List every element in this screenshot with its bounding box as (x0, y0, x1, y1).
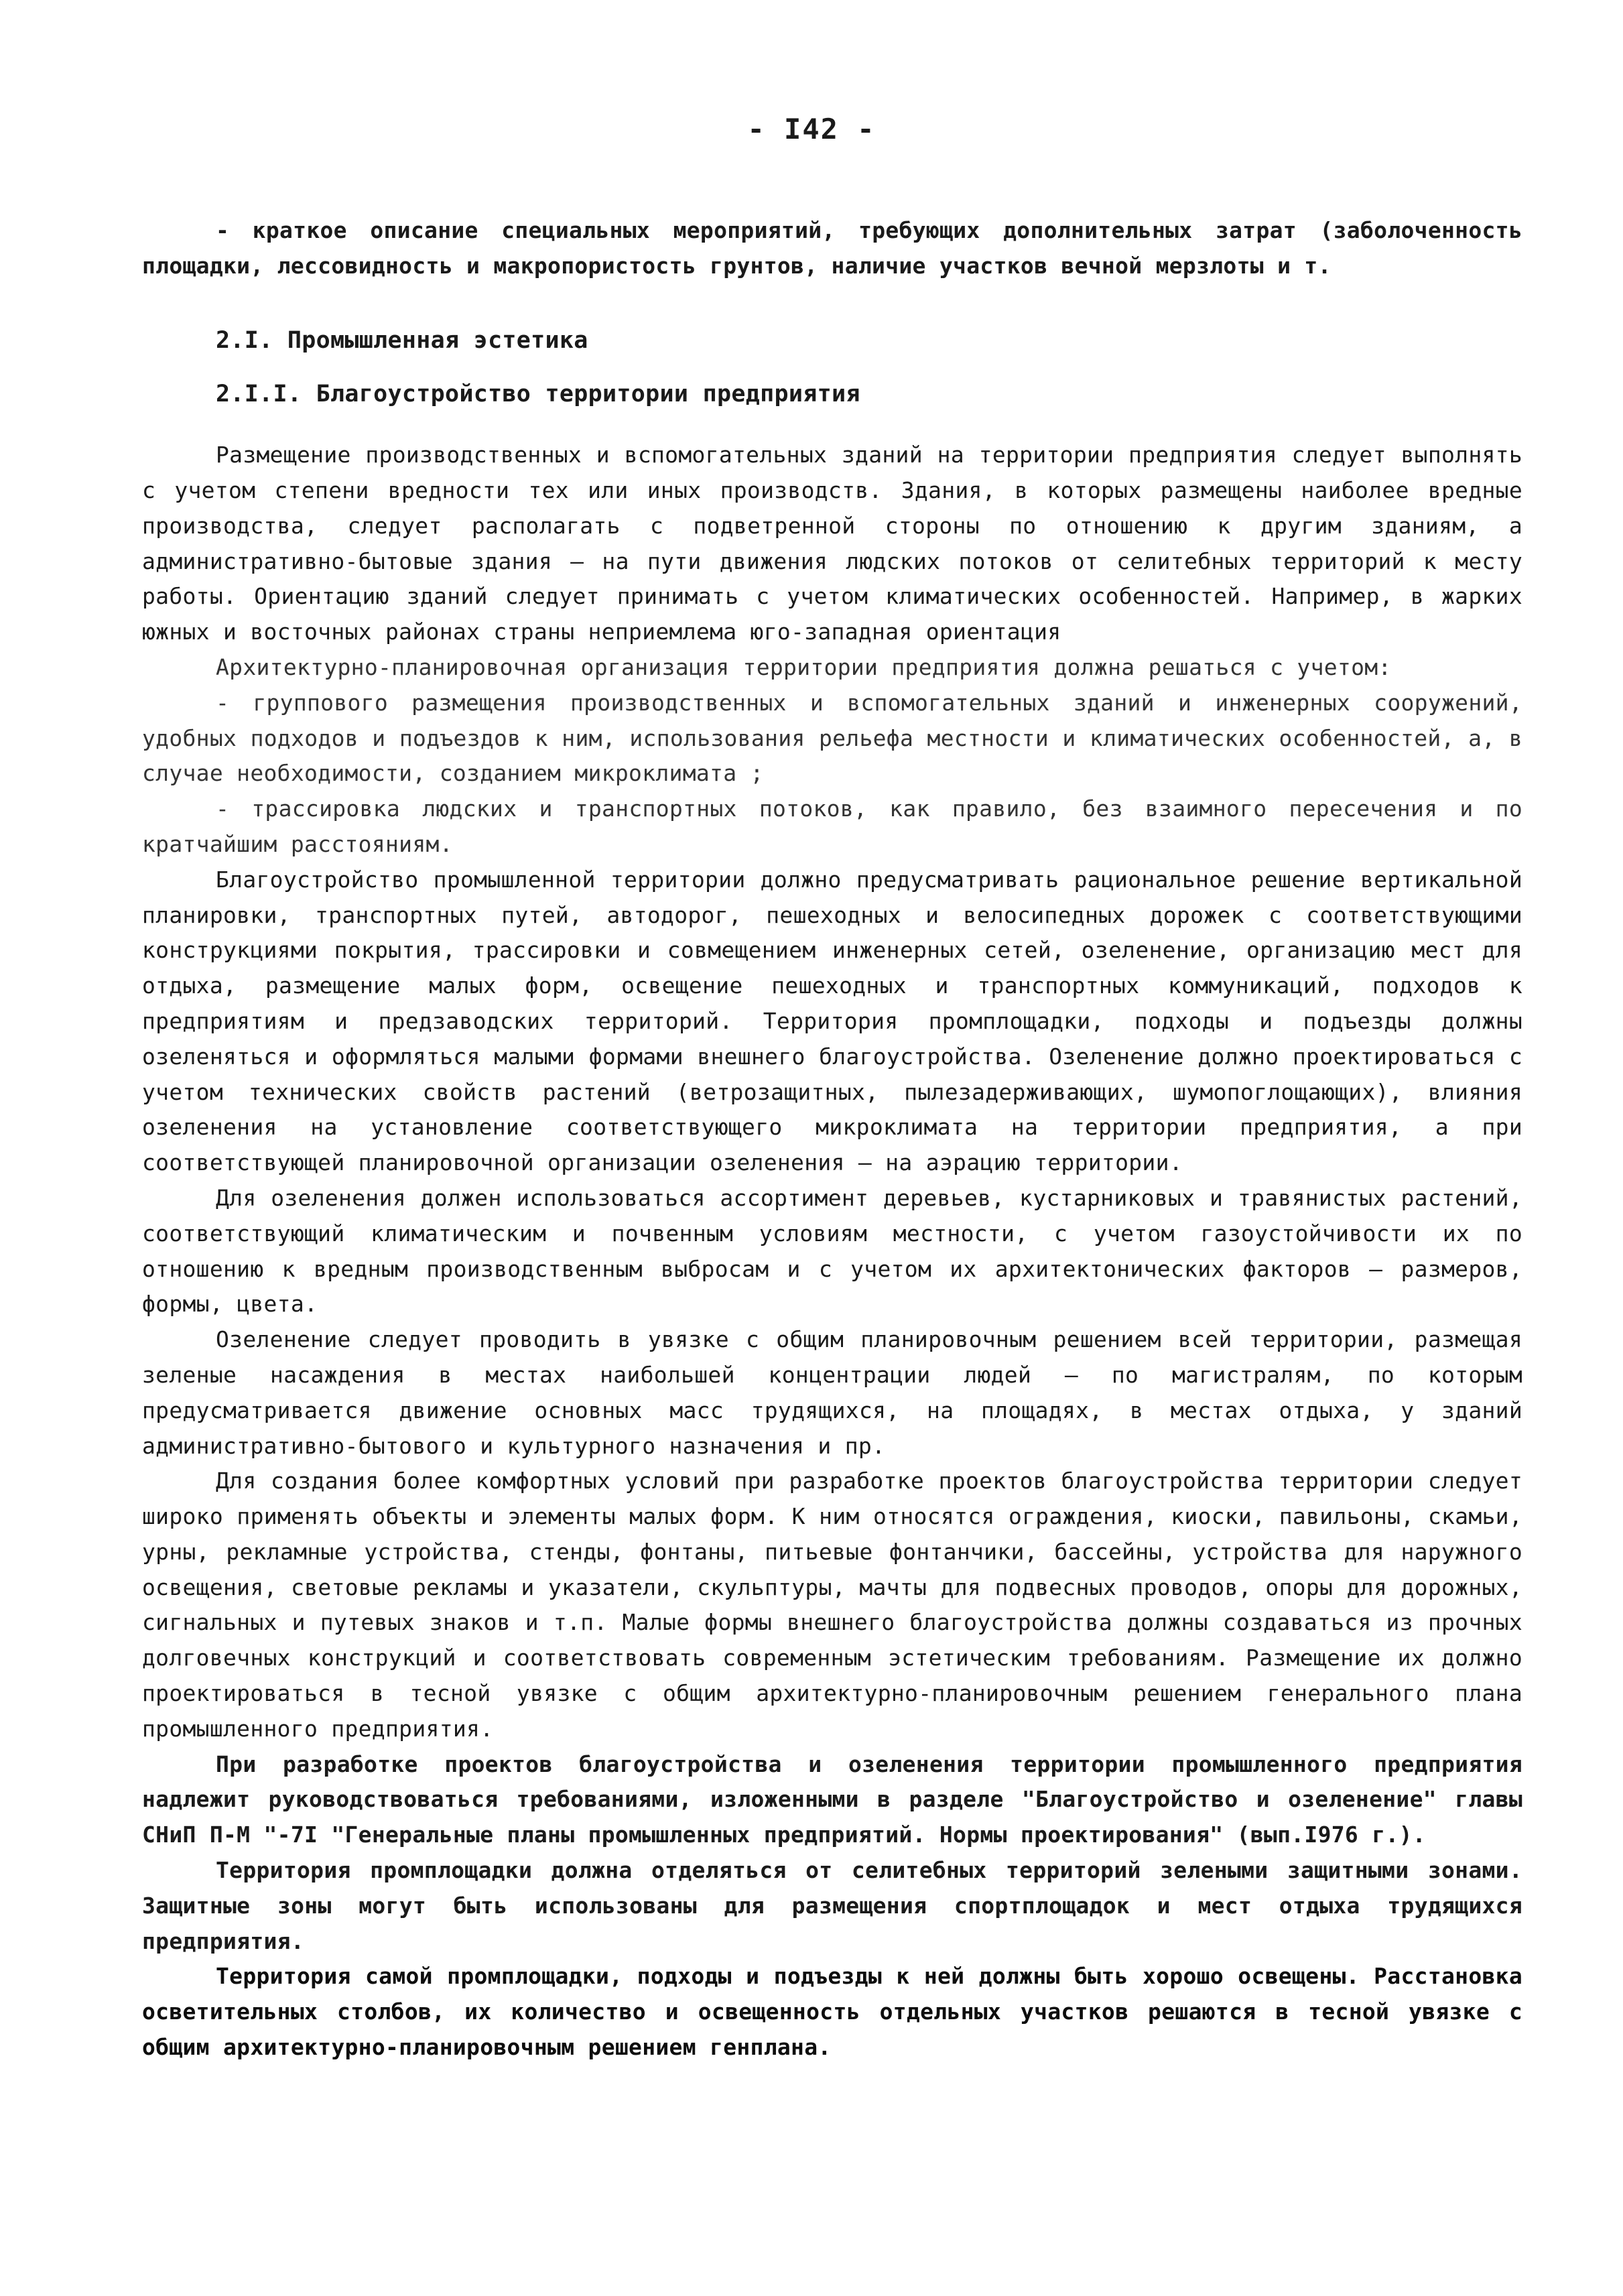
section-heading: 2.I. Промышленная эстетика (216, 326, 588, 354)
paragraph-placement: Размещение производственных и вспомогательных зданий на территории предприятия следует выполнять с учетом степени вредности тех или иных производств. Здания, в которых размещены наиболее вредные производства, следует располагать с подветренной стороны по отношению к другим зданиям, а административно-бытовые здания – на пути движения людских потоков от селитебных территорий к месту работы. Ориентацию зданий следует принимать с учетом климатических особенностей. Например, в жарких южных и восточных районах страны неприемлема юго-западная ориентация (142, 442, 1522, 645)
subsection-heading: 2.I.I. Благоустройство территории предприятия (216, 381, 860, 408)
paragraph-snip-reference: При разработке проектов благоустройства и озеленения территории промышленного предприятия надлежит руководствоваться требованиями, изложенными в разделе "Благоустройство и озеленение" главы СНиП П-М "-7I "Генеральные планы промышленных предприятий. Нормы проектирования" (вып.I976 г.). (142, 1750, 1522, 1848)
paragraph-small-forms: Для создания более комфортных условий при разработке проектов благоустройства территории следует широко применять объекты и элементы малых форм. К ним относятся ограждения, киоски, павильоны, скамьи, урны, рекламные устройства, стенды, фонтаны, питьевые фонтанчики, бассейны, устройства для наружного освещения, световые рекламы и указатели, скульптуры, мачты для подвесных проводов, опоры для дорожных, сигнальных и путевых знаков и т.п. Малые формы внешнего благоустройства должны создаваться из прочных долговечных конструкций и соответствовать современным эстетическим требованиям. Размещение их должно проектироваться в тесной увязке с общим архитектурно-планировочным решением генерального плана промышленного предприятия. (142, 1468, 1522, 1742)
paragraph-greenery-placement: Озеленение следует проводить в увязке с общим планировочным решением всей территории, размещая зеленые насаждения в местах наибольшей концентрации людей – по магистралям, по которым предусматривается движение основных масс трудящихся, на площадях, в местах отдыха, у зданий административно-бытового и культурного назначения и пр. (142, 1326, 1522, 1459)
page-number: - I42 - (747, 113, 876, 145)
list-item-grouping: - группового размещения производственных и вспомогательных зданий и инженерных сооружений, удобных подходов и подъездов к ним, использования рельефа местности и климатических особенностей, а, в случае необходимости, созданием микроклимата ; (142, 689, 1522, 787)
paragraph-lighting: Территория самой промплощадки, подходы и подъезды к ней должны быть хорошо освещены. Расстановка осветительных столбов, их количество и освещенность отдельных участков решаются в тесной увязке с общим архитектурно-планировочным решением генплана. (142, 1963, 1522, 2061)
paragraph-planning-intro: Архитектурно-планировочная организация территории предприятия должна решаться с учетом: (216, 653, 1392, 680)
paragraph-landscaping: Благоустройство промышленной территории должно предусматривать рациональное решение вертикальной планировки, транспортных путей, автодорог, пешеходных и велосипедных дорожек с соответствующими конструкциями покрытия, трассировки и совмещением инженерных сетей, озеленение, организацию мест для отдыха, размещение малых форм, освещение пешеходных и транспортных коммуникаций, подходов к предприятиям и предзаводских территорий. Территория промплощадки, подходы и подъезды должны озеленяться и оформляться малыми формами внешнего благоустройства. Озеленение должно проектироваться с учетом технических свойств растений (ветрозащитных, пылезадерживающих, шумопоглощающих), влияния озеленения на установление соответствующего микроклимата на территории предприятия, а при соответствующей планировочной организации озеленения – на аэрацию территории. (142, 866, 1522, 1176)
paragraph-protective-zones: Территория промплощадки должна отделяться от селитебных территорий зелеными защитными зонами. Защитные зоны могут быть использованы для размещения спортплощадок и мест отдыха трудящихся предприятия. (142, 1857, 1522, 1954)
intro-paragraph: - краткое описание специальных мероприятий, требующих дополнительных затрат (заболоченность площадки, лессовидность и макропористость грунтов, наличие участков вечной мерзлоты и т. (142, 217, 1522, 279)
document-body (142, 213, 1522, 2065)
list-item-routing: - трассировка людских и транспортных потоков, как правило, без взаимного пересечения и по кратчайшим расстояниям. (142, 795, 1522, 857)
paragraph-greenery-assortment: Для озеленения должен использоваться ассортимент деревьев, кустарниковых и травянистых растений, соответствующий климатическим и почвенным условиям местности, с учетом газоустойчивости их по отношению к вредным производственным выбросам и с учетом их архитектонических факторов – размеров, формы, цвета. (142, 1184, 1522, 1318)
